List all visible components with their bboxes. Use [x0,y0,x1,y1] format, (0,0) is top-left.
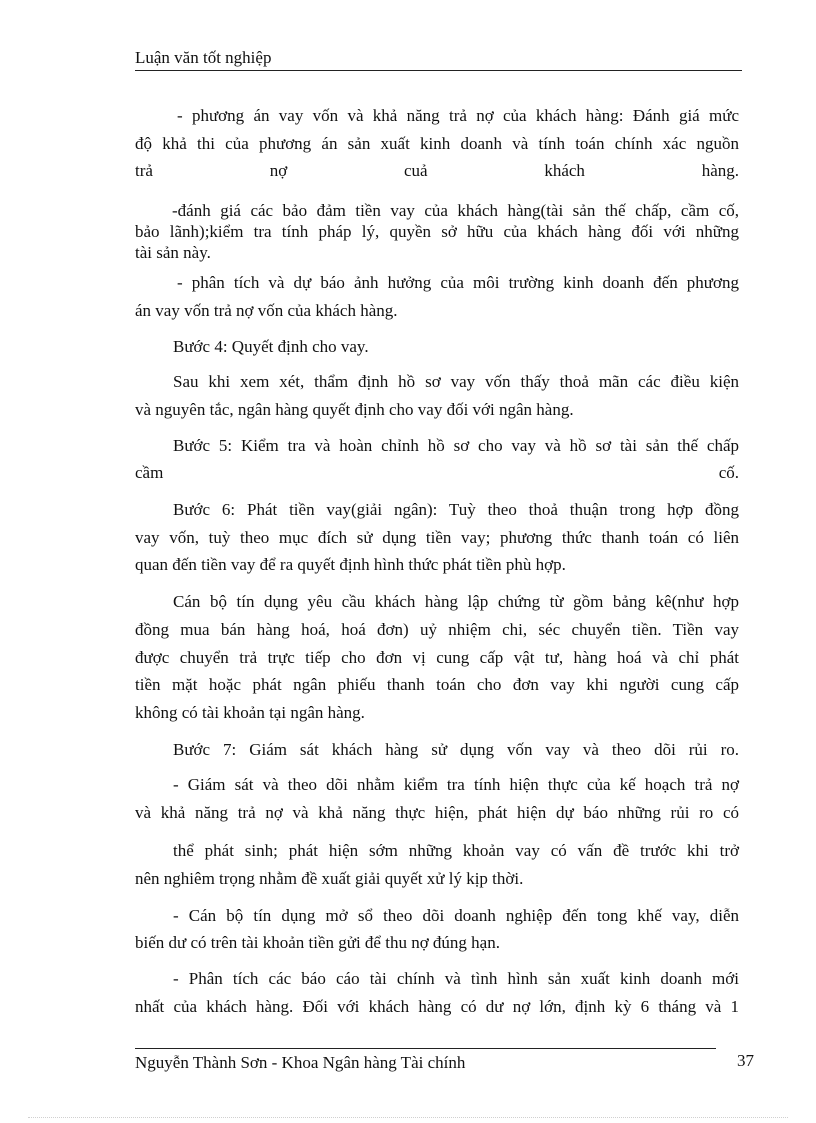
text-line: biến dư có trên tài khoản tiền gửi để thu nợ đúng hạn. [135,933,500,952]
text-line: và nguyên tắc, ngân hàng quyết định cho vay đối với ngân hàng. [135,400,574,419]
step-heading: Bước 7: Giám sát khách hàng sử dụng vốn vay và theo dõi rủi ro. [173,740,739,759]
page-number: 37 [737,1051,754,1070]
text-line: -đánh giá các bảo đảm tiền vay của khách hàng(tài sản thế chấp, cầm cố, [172,201,739,220]
text-line: thể phát sinh; phát hiện sớm những khoản vay có vấn đề trước khi trở [173,841,739,860]
text-line: và khả năng trả nợ và khả năng thực hiện, phát hiện dự báo những rủi ro có [135,803,739,822]
footer-author: Nguyễn Thành Sơn - Khoa Ngân hàng Tài chính [135,1053,466,1072]
text-line: - Cán bộ tín dụng mở sổ theo dõi doanh nghiệp đến tong khế vay, diễn [173,906,739,925]
text-line: vay vốn, tuỳ theo mục đích sử dụng tiền vay; phương thức thanh toán có liên [135,528,739,547]
text-line: - phương án vay vốn và khả năng trả nợ của khách hàng: Đánh giá mức [177,106,739,125]
text-line: tiền mặt hoặc phát ngân phiếu thanh toán cho đơn vay khi người cung cấp [135,675,739,694]
text-line: Cán bộ tín dụng yêu cầu khách hàng lập chứng từ gồm bảng kê(như hợp [173,592,739,611]
text-line: độ khả thi của phương án sản xuất kinh doanh và tính toán chính xác nguồn [135,134,739,153]
page-bottom-divider [28,1117,788,1118]
text-line: không có tài khoản tại ngân hàng. [135,703,365,722]
text-line: - Phân tích các báo cáo tài chính và tình hình sản xuất kinh doanh mới [173,969,739,988]
text-line: án vay vốn trả nợ vốn của khách hàng. [135,301,398,320]
step-heading: Bước 5: Kiểm tra và hoàn chỉnh hồ sơ cho vay và hồ sơ tài sản thế chấp [173,436,739,455]
text-line: nhất của khách hàng. Đối với khách hàng có dư nợ lớn, định kỳ 6 tháng và 1 [135,997,739,1016]
text-line: - phân tích và dự báo ảnh hưởng của môi trường kinh doanh đến phương [177,273,739,292]
text-line: được chuyển trả trực tiếp cho đơn vị cung cấp vật tư, hàng hoá và chỉ phát [135,648,739,667]
header-title: Luận văn tốt nghiệp [135,48,272,67]
text-line: nên nghiêm trọng nhằm đề xuất giải quyết xử lý kịp thời. [135,869,524,888]
text-line: bảo lãnh);kiểm tra tính pháp lý, quyền sở hữu của khách hàng đối với những [135,222,739,241]
text-line: quan đến tiền vay để ra quyết định hình thức phát tiền phù hợp. [135,555,566,574]
step-heading: Bước 6: Phát tiền vay(giải ngân): Tuỳ theo thoả thuận trong hợp đồng [173,500,739,519]
header-rule [135,70,742,71]
text-line: Sau khi xem xét, thẩm định hồ sơ vay vốn thấy thoả mãn các điều kiện [173,372,739,391]
footer-rule [135,1048,716,1049]
text-line: cầm cố. [135,463,739,482]
text-line: đồng mua bán hàng hoá, hoá đơn) uỷ nhiệm chi, séc chuyển tiền. Tiền vay [135,620,739,639]
step-heading: Bước 4: Quyết định cho vay. [173,337,369,356]
text-line: tài sản này. [135,243,211,262]
text-line: trả nợ cuả khách hàng. [135,161,739,180]
text-line: - Giám sát và theo dõi nhằm kiểm tra tính hiện thực của kế hoạch trả nợ [173,775,739,794]
